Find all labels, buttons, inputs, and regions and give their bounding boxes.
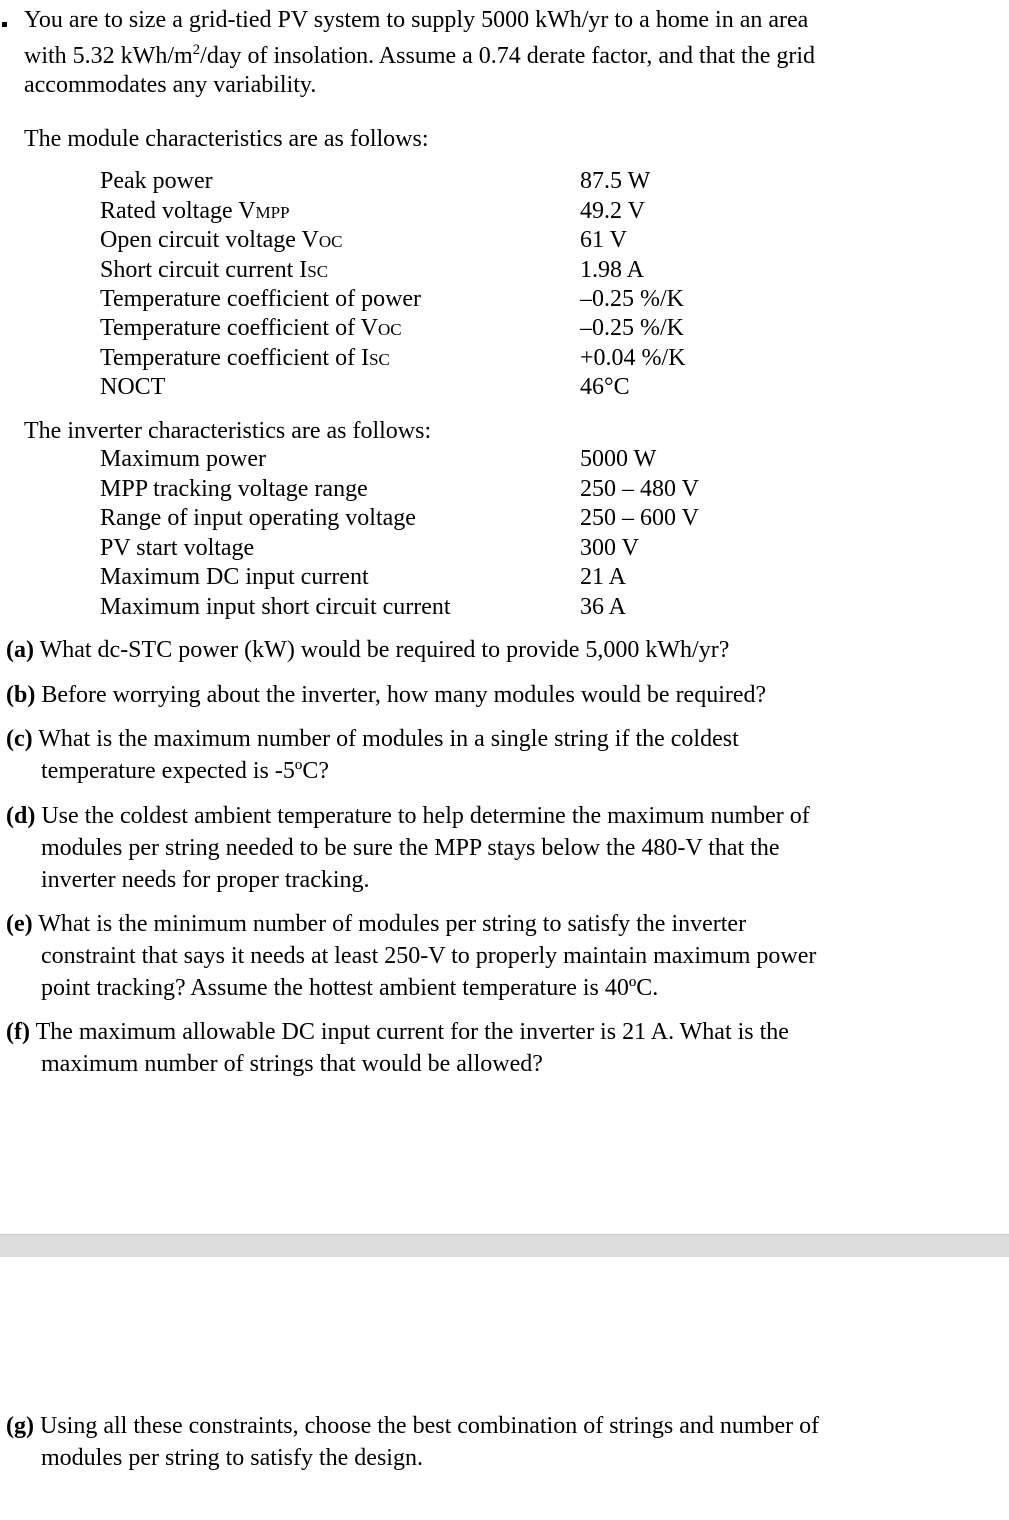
question-text-cont: constraint that says it needs at least 250-V to properly maintain maximum power	[41, 943, 817, 969]
inverter-label-input-voltage-range: Range of input operating voltage	[100, 505, 416, 531]
question-text: Using all these constraints, choose the best combination of strings and number of	[39, 1413, 820, 1439]
module-label-noct: NOCT	[100, 374, 166, 400]
question-d	[6, 800, 810, 896]
question-text: The maximum allowable DC input current for the inverter is 21 A. What is the	[35, 1019, 789, 1045]
bullet-marker	[2, 22, 7, 27]
question-text-cont: modules per string needed to be sure the MPP stays below the 480-V that the	[41, 835, 780, 861]
inverter-value-maximum-power: 5000 W	[580, 446, 657, 472]
intro-line-2-a: with 5.32 kWh/m	[24, 42, 193, 69]
inverter-label-max-sc-current: Maximum input short circuit current	[100, 594, 451, 620]
question-letter: (d)	[6, 803, 36, 829]
module-value-open-circuit-voltage: 61 V	[580, 227, 627, 253]
module-label-temp-coef-voc: Temperature coefficient of VOC	[100, 315, 402, 341]
problem-intro	[24, 6, 815, 101]
inverter-heading: The inverter characteristics are as follows:	[24, 418, 432, 444]
page-divider	[0, 1234, 1009, 1257]
inverter-value-input-voltage-range: 250 – 600 V	[580, 505, 699, 531]
module-value-rated-voltage: 49.2 V	[580, 198, 645, 224]
question-text-cont: maximum number of strings that would be allowed?	[41, 1051, 543, 1077]
inverter-label-max-dc-current: Maximum DC input current	[100, 564, 369, 590]
question-g	[6, 1410, 819, 1474]
module-label-short-circuit-current: Short circuit current ISC	[100, 257, 329, 283]
question-text-cont: modules per string to satisfy the design.	[41, 1445, 423, 1471]
module-label-peak-power: Peak power	[100, 168, 213, 194]
question-letter: (a)	[6, 637, 34, 663]
question-text: Before worrying about the inverter, how many modules would be required?	[41, 682, 767, 708]
module-value-temp-coef-power: –0.25 %/K	[580, 286, 684, 312]
question-a	[6, 634, 729, 666]
module-value-short-circuit-current: 1.98 A	[580, 257, 645, 283]
question-letter: (e)	[6, 911, 33, 937]
inverter-value-mpp-range: 250 – 480 V	[580, 476, 699, 502]
intro-line-2-b: /day of insolation. Assume a 0.74 derate factor, and that the grid	[200, 42, 816, 69]
question-text: What is the minimum number of modules per string to satisfy the inverter	[38, 911, 747, 937]
inverter-value-pv-start-voltage: 300 V	[580, 535, 639, 561]
question-text: What dc-STC power (kW) would be required to provide 5,000 kWh/yr?	[39, 637, 730, 663]
inverter-label-maximum-power: Maximum power	[100, 446, 266, 472]
intro-line-3: accommodates any variability.	[24, 72, 317, 98]
intro-line-2	[24, 36, 815, 72]
question-f	[6, 1016, 789, 1080]
module-value-noct: 46°C	[580, 374, 630, 400]
question-text-cont: point tracking? Assume the hottest ambient temperature is 40ºC.	[41, 975, 659, 1001]
module-value-temp-coef-isc: +0.04 %/K	[580, 345, 686, 371]
question-text-cont: temperature expected is -5ºC?	[41, 758, 329, 784]
module-value-peak-power: 87.5 W	[580, 168, 651, 194]
inverter-value-max-dc-current: 21 A	[580, 564, 627, 590]
question-letter: (b)	[6, 682, 36, 708]
module-value-temp-coef-voc: –0.25 %/K	[580, 315, 684, 341]
question-b	[6, 679, 766, 711]
question-c	[6, 723, 739, 787]
question-e	[6, 908, 816, 1004]
inverter-label-pv-start-voltage: PV start voltage	[100, 535, 255, 561]
question-text: What is the maximum number of modules in a single string if the coldest	[38, 726, 739, 752]
question-text: Use the coldest ambient temperature to help determine the maximum number of	[41, 803, 810, 829]
superscript-2: 2	[192, 41, 201, 58]
question-letter: (f)	[6, 1019, 30, 1045]
module-label-temp-coef-isc: Temperature coefficient of ISC	[100, 345, 390, 371]
intro-line-1: You are to size a grid-tied PV system to supply 5000 kWh/yr to a home in an area	[24, 7, 809, 33]
module-label-rated-voltage: Rated voltage VMPP	[100, 198, 290, 224]
inverter-label-mpp-range: MPP tracking voltage range	[100, 476, 368, 502]
question-text-cont: inverter needs for proper tracking.	[41, 867, 370, 893]
question-letter: (c)	[6, 726, 33, 752]
inverter-value-max-sc-current: 36 A	[580, 594, 627, 620]
question-letter: (g)	[6, 1413, 34, 1439]
module-heading: The module characteristics are as follows:	[24, 126, 429, 152]
module-label-open-circuit-voltage: Open circuit voltage VOC	[100, 227, 343, 253]
module-label-temp-coef-power: Temperature coefficient of power	[100, 286, 422, 312]
